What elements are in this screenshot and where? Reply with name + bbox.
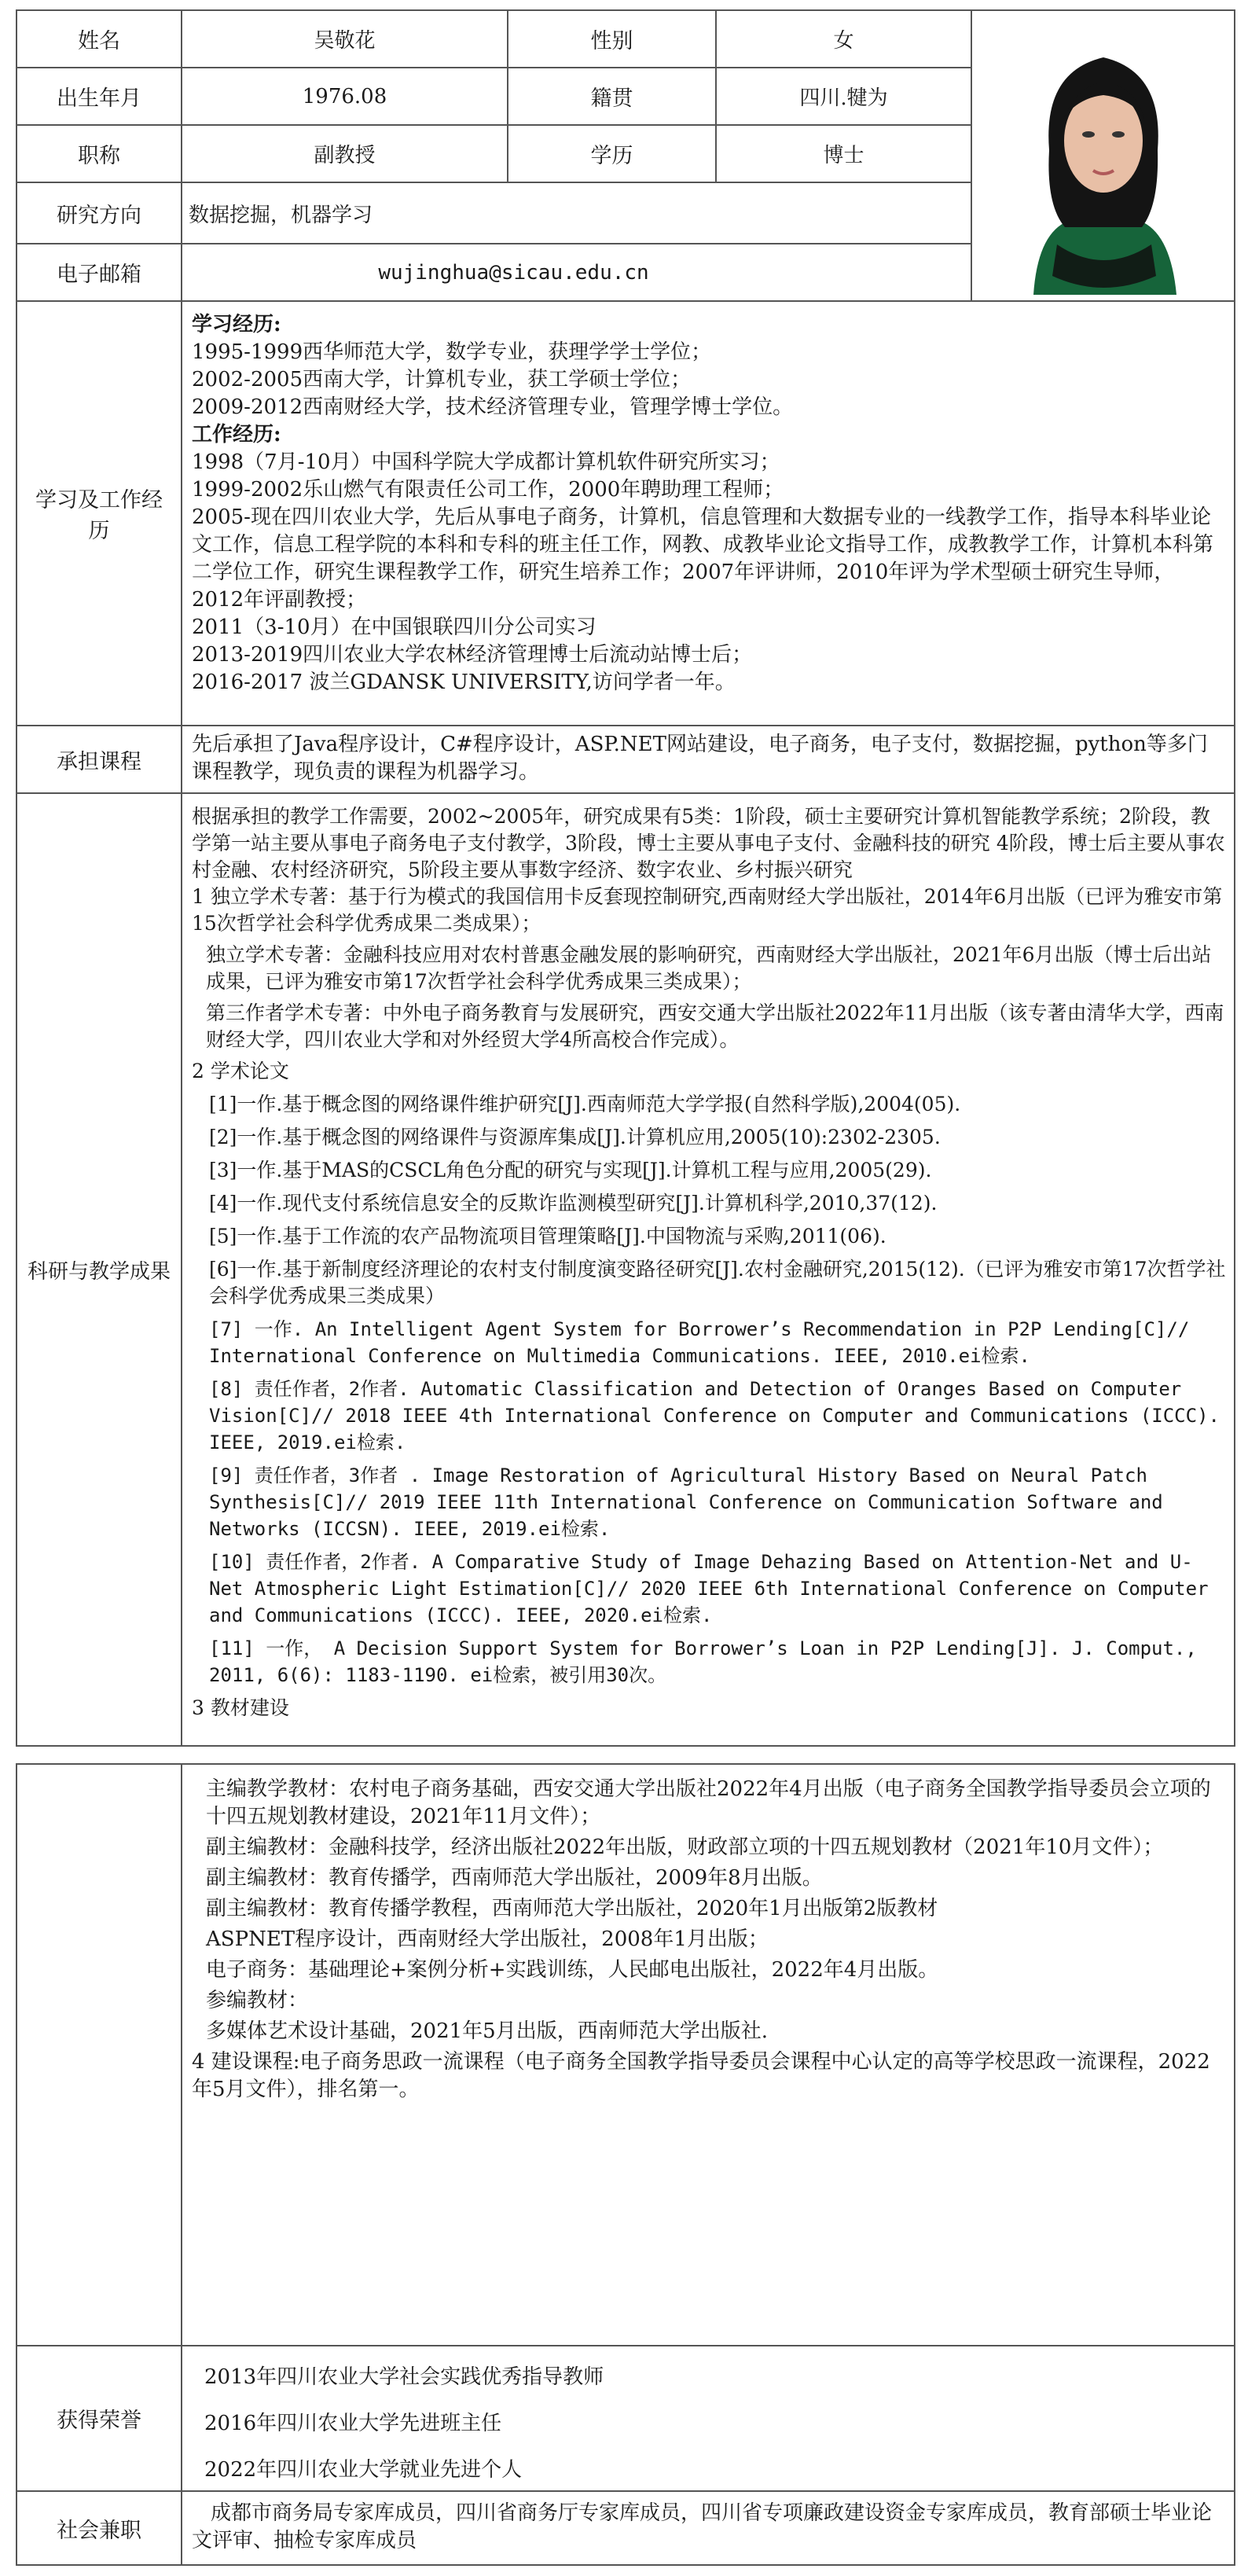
textbook-item: 主编教学教材：农村电子商务基础，西安交通大学出版社2022年4月出版（电子商务全国教学指导委员会立项的十四五规划教材建设，2021年11月文件）； — [206, 1777, 1211, 1828]
paper-item: [4]一作.现代支付系统信息安全的反欺诈监测模型研究[J].计算机科学,2010,37(12). — [209, 1192, 938, 1215]
work-item: 2005-现在四川农业大学，先后从事电子商务，计算机，信息管理和大数据专业的一线教学工作，指导本科毕业论文工作，信息工程学院的本科和专科的班主任工作，网教、成教毕业论文指导工作，成教教学工作，计算机本科第二学位工作，研究生课程教学工作，研究生培养工作；2007年评讲师，2010年评为学术型硕士研究生导师，2012年评副教授； — [192, 505, 1214, 612]
portrait-photo — [1002, 17, 1205, 295]
textbook-item: 多媒体艺术设计基础，2021年5月出版，西南师范大学出版社. — [206, 2019, 768, 2043]
name-value: 吴敬花 — [182, 10, 508, 68]
honors-content — [182, 2346, 1235, 2491]
textbooks-content — [182, 1764, 1235, 2346]
book-1: 1 独立学术专著：基于行为模式的我国信用卡反套现控制研究,西南财经大学出版社，2014年6月出版（已评为雅安市第15次哲学社会科学优秀成果二类成果）； — [192, 885, 1223, 935]
book-2: 独立学术专著：金融科技应用对农村普惠金融发展的影响研究，西南财经大学出版社，2021年6月出版（博士后出站成果，已评为雅安市第17次哲学社会科学优秀成果三类成果）； — [206, 943, 1212, 993]
experience-label: 学习及工作经历 — [17, 301, 182, 726]
birth-value: 1976.08 — [182, 68, 508, 125]
paper-item: [2]一作.基于概念图的网络课件与资源库集成[J].计算机应用,2005(10):2302-2305. — [209, 1126, 941, 1148]
resume-table-bottom — [16, 1763, 1235, 2566]
textbook-item: 副主编教材：教育传播学教程，西南师范大学出版社，2020年1月出版第2版教材 — [206, 1897, 938, 1920]
email-value: wujinghua@sicau.edu.cn — [182, 244, 971, 301]
honor-item: 2022年四川农业大学就业先进个人 — [204, 2458, 523, 2482]
paper-item: [7] 一作. An Intelligent Agent System for Borrower’s Recommendation in P2P Lending[C]// International Conference on Multimedia Communications. IEEE, 2010.ei检索. — [209, 1318, 1190, 1367]
textbook-item: 副主编教材：教育传播学，西南师范大学出版社，2009年8月出版。 — [206, 1866, 823, 1890]
birth-label: 出生年月 — [17, 68, 182, 125]
name-label: 姓名 — [17, 10, 182, 68]
paper-item: [11] 一作， A Decision Support System for Borrower’s Loan in P2P Lending[J]. J. Comput., 2011, 6(6): 1183-1190. ei检索，被引用30次。 — [209, 1637, 1197, 1686]
gender-label: 性别 — [508, 10, 716, 68]
degree-label: 学历 — [508, 125, 716, 182]
native-value: 四川.犍为 — [716, 68, 971, 125]
study-item: 2009-2012西南财经大学，技术经济管理专业，管理学博士学位。 — [192, 395, 794, 419]
research-results-content — [182, 793, 1235, 1746]
honor-item: 2016年四川农业大学先进班主任 — [204, 2412, 502, 2435]
textbooks-label-empty — [17, 1764, 182, 2346]
research-label: 研究方向 — [17, 182, 182, 244]
book-3: 第三作者学术专著：中外电子商务教育与发展研究，西安交通大学出版社2022年11月出版（该专著由清华大学，西南财经大学，四川农业大学和对外经贸大学4所高校合作完成）。 — [206, 1001, 1224, 1051]
research-results-label: 科研与教学成果 — [17, 793, 182, 1746]
study-item: 1995-1999西华师范大学，数学专业，获理学学士学位； — [192, 340, 712, 364]
paper-item: [9] 责任作者，3作者 . Image Restoration of Agricultural History Based on Neural Patch Synthesis[C]// 2019 IEEE 11th International Conference on Communication Software and Networks (ICCSN). IEEE, 2019.ei检索. — [209, 1464, 1163, 1540]
textbook-heading: 3 教材建设 — [192, 1696, 289, 1719]
social-label: 社会兼职 — [17, 2491, 182, 2565]
work-item: 1999-2002乐山燃气有限责任公司工作，2000年聘助理工程师； — [192, 478, 784, 502]
resume-table-top — [16, 9, 1235, 1747]
course-build: 4 建设课程:电子商务思政一流课程（电子商务全国教学指导委员会课程中心认定的高等学校思政一流课程，2022年5月文件），排名第一。 — [192, 2050, 1210, 2101]
paper-item: [3]一作.基于MAS的CSCL角色分配的研究与实现[J].计算机工程与应用,2005(29). — [209, 1159, 932, 1181]
honor-item: 2013年四川农业大学社会实践优秀指导教师 — [204, 2365, 604, 2389]
gender-value: 女 — [716, 10, 971, 68]
courses-label: 承担课程 — [17, 726, 182, 793]
papers-heading: 2 学术论文 — [192, 1060, 289, 1082]
textbook-item: ASPNET程序设计，西南财经大学出版社，2008年1月出版； — [206, 1927, 769, 1951]
title-value: 副教授 — [182, 125, 508, 182]
paper-item: [6]一作.基于新制度经济理论的农村支付制度演变路径研究[J].农村金融研究,2015(12).（已评为雅安市第17次哲学社会科学优秀成果三类成果） — [209, 1258, 1226, 1307]
honors-label: 获得荣誉 — [17, 2346, 182, 2491]
paper-item: [5]一作.基于工作流的农产品物流项目管理策略[J].中国物流与采购,2011(06). — [209, 1225, 886, 1248]
courses-value: 先后承担了Java程序设计，C#程序设计，ASP.NET网站建设，电子商务，电子支付，数据挖掘，python等多门课程教学，现负责的课程为机器学习。 — [182, 726, 1235, 793]
work-item: 2016-2017 波兰GDANSK UNIVERSITY,访问学者一年。 — [192, 671, 736, 694]
paper-item: [1]一作.基于概念图的网络课件维护研究[J].西南师范大学学报(自然科学版),2004(05). — [209, 1093, 961, 1115]
paper-item: [10] 责任作者，2作者. A Comparative Study of Image Dehazing Based on Attention-Net and U-Net Atmospheric Light Estimation[C]// 2020 IEEE 6th International Conference on Computer and Communications (ICCC). IEEE, 2020.ei检索. — [209, 1551, 1209, 1626]
title-label: 职称 — [17, 125, 182, 182]
photo-cell — [971, 10, 1235, 301]
native-label: 籍贯 — [508, 68, 716, 125]
research-value: 数据挖掘，机器学习 — [182, 182, 971, 244]
textbook-item: 副主编教材：金融科技学，经济出版社2022年出版，财政部立项的十四五规划教材（2021年10月文件）； — [206, 1836, 1164, 1859]
results-intro: 根据承担的教学工作需要，2002~2005年，研究成果有5类：1阶段，硕士主要研究计算机智能教学系统；2阶段，教学第一站主要从事电子商务电子支付教学，3阶段，博士主要从事电子支付、金融科技的研究 4阶段，博士后主要从事农村金融、农村经济研究，5阶段主要从事数字经济、数字农业、乡村振兴研究 — [192, 805, 1225, 881]
email-label: 电子邮箱 — [17, 244, 182, 301]
work-item: 2013-2019四川农业大学农林经济管理博士后流动站博士后； — [192, 643, 753, 667]
work-item: 1998（7月-10月）中国科学院大学成都计算机软件研究所实习； — [192, 450, 780, 474]
degree-value: 博士 — [716, 125, 971, 182]
social-value: 成都市商务局专家库成员，四川省商务厅专家库成员，四川省专项廉政建设资金专家库成员，教育部硕士毕业论文评审、抽检专家库成员 — [182, 2491, 1235, 2565]
textbook-item: 参编教材： — [206, 1989, 309, 2012]
study-item: 2002-2005西南大学，计算机专业，获工学硕士学位； — [192, 368, 692, 391]
textbook-item: 电子商务：基础理论+案例分析+实践训练，人民邮电出版社，2022年4月出版。 — [206, 1958, 939, 1982]
paper-item: [8] 责任作者，2作者. Automatic Classification and Detection of Oranges Based on Computer Vision[C]// 2018 IEEE 4th International Conference on Computer and Communications (ICCC). IEEE, 2019.ei检索. — [209, 1378, 1220, 1453]
experience-content — [182, 301, 1235, 726]
study-heading: 学习经历: — [192, 313, 281, 336]
work-heading: 工作经历: — [192, 423, 281, 446]
work-item: 2011（3-10月）在中国银联四川分公司实习 — [192, 616, 596, 639]
